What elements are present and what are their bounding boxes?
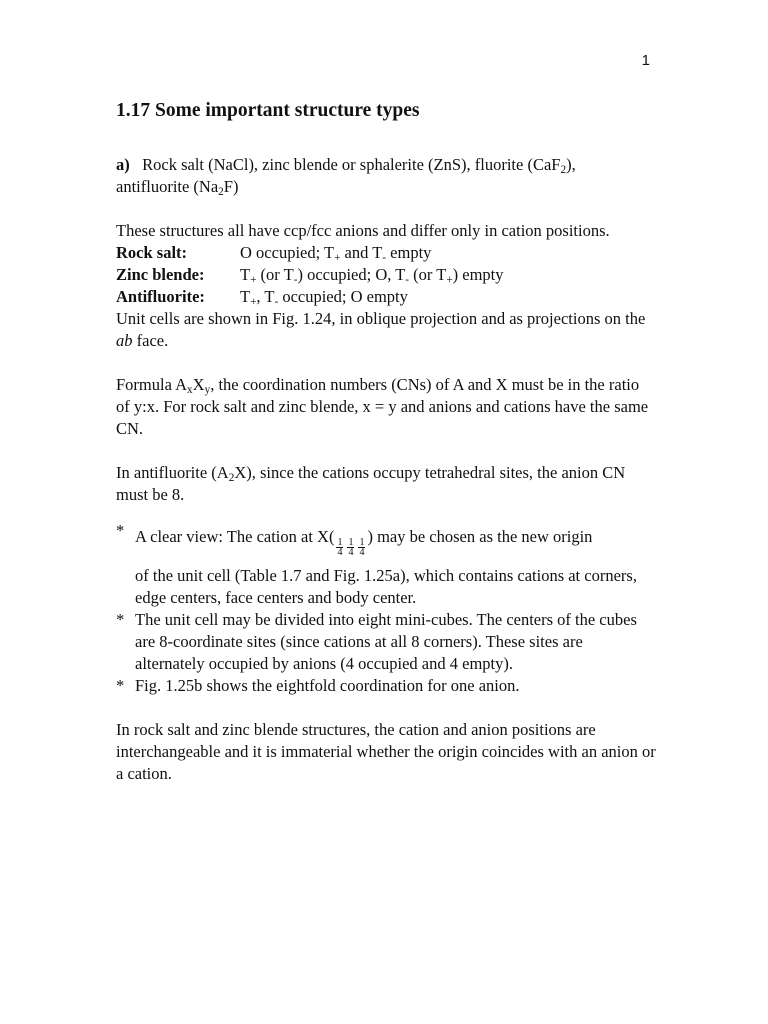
list-item bbox=[116, 520, 656, 609]
page-number: 1 bbox=[641, 52, 650, 69]
bullet-star: * bbox=[116, 676, 125, 695]
text: Rock salt (NaCl), zinc blende or sphalerite (ZnS), fluorite (CaF bbox=[142, 155, 561, 174]
definition-value: $T_+$ (or $T_-$) occupied; O, $T_-$ (or $T_+$) empty bbox=[240, 265, 504, 287]
fraction: $\frac{1}{4}$ bbox=[348, 537, 354, 558]
bullet-star: * bbox=[116, 610, 125, 629]
final-paragraph: In rock salt and zinc blende structures, the cation and anion positions are interchangeable and it is immaterial whether the origin coincides with an anion or a cation. bbox=[116, 720, 656, 783]
antifluorite-paragraph: In antifluorite $(A_2X)$, since the cations occupy tetrahedral sites, the anion CN must be 8. bbox=[116, 463, 626, 504]
definition-zinc-blende bbox=[116, 264, 656, 286]
definition-term: Rock salt: bbox=[116, 243, 188, 262]
section-title: 1.17 Some important structure types bbox=[116, 100, 420, 121]
list-item bbox=[116, 675, 656, 697]
bullet-first-line: A clear view: The cation at X( $\frac{1}{4}$ $\frac{1}{4}$ $\frac{1}{4}$ ) may be chosen as the new origin bbox=[135, 527, 593, 558]
subscript: 2 bbox=[218, 186, 224, 199]
list-item bbox=[116, 609, 656, 675]
definition-term: Antifluorite: bbox=[116, 287, 205, 306]
text: ), bbox=[566, 155, 576, 174]
text: antifluorite (Na bbox=[116, 177, 219, 196]
paragraph-a bbox=[116, 154, 656, 198]
bullet-text: of the unit cell (Table 1.7 and Fig. 1.25a), which contains cations at corners, edge centers, face centers and body center. bbox=[135, 566, 637, 607]
formula-paragraph: Formula $A_xX_y$, the coordination numbers (CNs) of A and X must be in the ratio of y:x. For rock salt and zinc blende, x = y and anions and cations have the same CN. bbox=[116, 375, 649, 438]
unit-cells-paragraph: Unit cells are shown in Fig. 1.24, in oblique projection and as projections on the ab face. bbox=[116, 309, 646, 350]
definition-value: $T_+$, $T_-$ occupied; O empty bbox=[240, 287, 408, 309]
intro-paragraph: These structures all have ccp/fcc anions and differ only in cation positions. bbox=[116, 221, 610, 240]
definition-term: Zinc blende: bbox=[116, 265, 205, 284]
definition-list bbox=[116, 242, 656, 308]
text: F) bbox=[223, 177, 239, 196]
bullet-list bbox=[116, 520, 656, 697]
fraction: $\frac{1}{4}$ bbox=[337, 537, 343, 558]
bullet-star: * bbox=[116, 521, 125, 540]
document-body bbox=[116, 98, 656, 785]
definition-rock-salt bbox=[116, 242, 656, 264]
fraction: $\frac{1}{4}$ bbox=[359, 537, 365, 558]
bullet-text: Fig. 1.25b shows the eightfold coordination for one anion. bbox=[135, 676, 520, 695]
item-label: a) bbox=[116, 155, 130, 174]
bullet-text: The unit cell may be divided into eight mini-cubes. The centers of the cubes are 8-coordinate sites (since cations at all 8 corners). These sites are alternately occupied by anions (4 occupied and 4 empty). bbox=[135, 610, 637, 673]
subscript: 2 bbox=[560, 164, 567, 177]
definition-antifluorite bbox=[116, 286, 656, 308]
definition-value: O occupied; $T_+$ and $T_-$ empty bbox=[240, 243, 432, 265]
